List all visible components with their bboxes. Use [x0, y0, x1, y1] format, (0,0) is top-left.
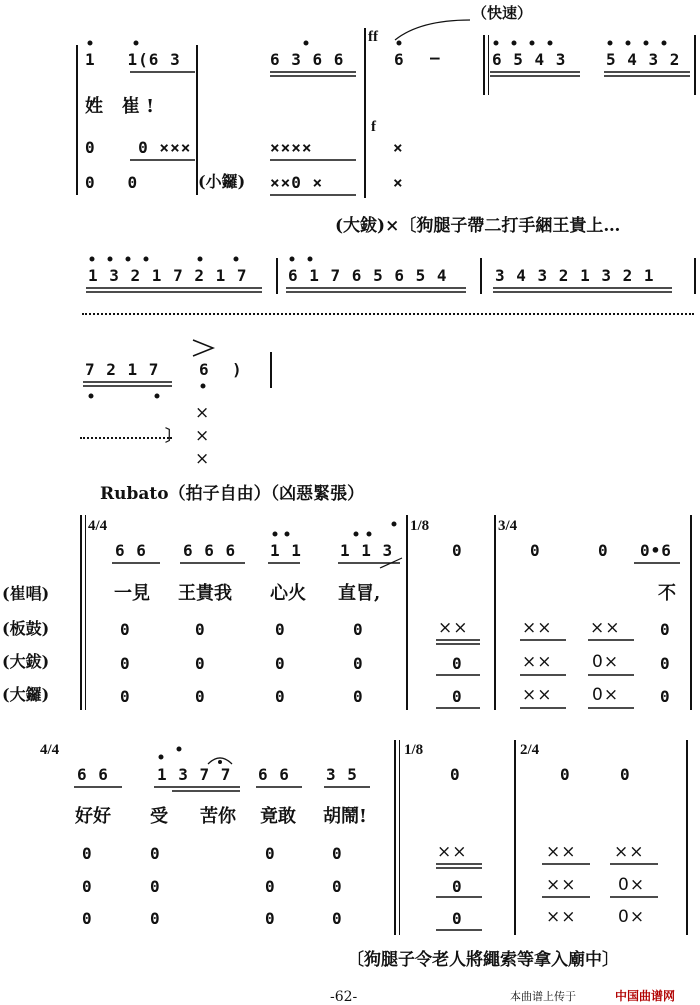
notes-m1: 1 1(6 3	[85, 50, 181, 69]
part-label-daluo: (大鑼)	[2, 685, 50, 704]
sec5-r3-4: 0	[332, 909, 343, 928]
sec5-note-2: 1 3 7 7	[157, 765, 232, 784]
bangu-5: ××	[438, 618, 469, 638]
sec4-ts2: 1/8	[410, 518, 430, 534]
bangu-3: 0	[275, 620, 286, 639]
lyric-row1: 姓 崔 !	[85, 96, 154, 117]
sec5-r3-2: 0	[150, 909, 161, 928]
page-number: -62-	[330, 989, 358, 1005]
notes-m4b: 5 4 3 2	[606, 50, 681, 69]
bangu-2: 0	[195, 620, 206, 639]
dabo-4: 0	[353, 654, 364, 673]
sec5-r2-4: 0	[332, 877, 343, 896]
sec5-r3-3: 0	[265, 909, 276, 928]
sec4-note-8: 0•6	[640, 541, 672, 560]
perc2-label: (小鑼)	[198, 172, 246, 191]
sec5-r1-7: ××	[614, 842, 645, 862]
dabo-8: 0	[660, 654, 671, 673]
row3-paren: )	[232, 360, 243, 379]
row3-bracket: 〕	[165, 426, 183, 445]
sec5-note-4: 3 5	[326, 765, 358, 784]
row2-m2: 6 1 7 6 5 6 5 4	[288, 266, 448, 285]
sec5-r3-5: 0	[452, 909, 463, 928]
part-label-cui: (崔唱)	[2, 584, 50, 603]
bangu-1: 0	[120, 620, 131, 639]
daluo-8: 0	[660, 687, 671, 706]
tempo-mark: （快速）	[472, 6, 533, 22]
sec4-lyric-3: 心火	[270, 583, 306, 604]
sec5-ts3: 2/4	[520, 742, 540, 758]
sec5-lyric-4: 竟敢	[260, 806, 296, 827]
sec5-lyric-5: 胡鬧!	[323, 806, 367, 827]
sec4-lyric-1: 一見	[114, 583, 150, 604]
row3-x1: ×	[195, 403, 211, 423]
sec5-lyric-1: 好好	[75, 806, 111, 827]
perc1-a: 0 0 ×××	[85, 138, 192, 157]
dabo-6: ××	[522, 652, 553, 672]
sec5-r1-6: ××	[546, 842, 577, 862]
sec5-r2-5: 0	[452, 877, 463, 896]
sec5-r2-7: 0×	[618, 875, 646, 895]
daluo-2: 0	[195, 687, 206, 706]
sec5-r3-1: 0	[82, 909, 93, 928]
part-label-bangu: (板鼓)	[2, 619, 50, 638]
sec4-note-2: 6 6 6	[183, 541, 237, 560]
sec5-ts2: 1/8	[404, 742, 424, 758]
sec5-ts1: 4/4	[40, 742, 60, 758]
notes-m4: 6 5 4 3	[492, 50, 567, 69]
part-label-dabo: (大鈸)	[2, 652, 50, 671]
sec5-r1-2: 0	[150, 844, 161, 863]
sec5-r1-4: 0	[332, 844, 343, 863]
notes-m3: 6	[394, 50, 405, 69]
daluo-5: 0	[452, 687, 463, 706]
bangu-8: 0	[660, 620, 671, 639]
sec5-r1-3: 0	[265, 844, 276, 863]
dynamic-f: f	[371, 119, 376, 135]
perc1-b: ××××	[270, 138, 313, 157]
sec4-ts1: 4/4	[88, 518, 108, 534]
sec4-note-1: 6 6	[115, 541, 147, 560]
dabo-1: 0	[120, 654, 131, 673]
perc2-a: 0 0	[85, 173, 139, 192]
sec5-note-1: 6 6	[77, 765, 109, 784]
notes-m3-dash: —	[430, 48, 441, 67]
dabo-7: 0×	[592, 652, 620, 672]
sec5-r2-3: 0	[265, 877, 276, 896]
bangu-4: 0	[353, 620, 364, 639]
sec4-lyric-4: 直冒,	[338, 583, 381, 604]
sec5-note-6: 0	[560, 765, 571, 784]
row3-note2: 6	[199, 360, 210, 379]
row3-x3: ×	[195, 449, 211, 469]
sec5-r1-5: ××	[437, 842, 468, 862]
perc1-c: ×	[393, 138, 404, 157]
dynamic-ff: ff	[368, 29, 378, 45]
row3-x2: ×	[195, 426, 211, 446]
dabo-2: 0	[195, 654, 206, 673]
sec4-note-5: 0	[452, 541, 463, 560]
sec5-r2-6: ××	[546, 875, 577, 895]
sec4-lyric-2: 王貴我	[178, 583, 232, 604]
sec4-note-6: 0	[530, 541, 541, 560]
sec5-r2-1: 0	[82, 877, 93, 896]
dabo-3: 0	[275, 654, 286, 673]
sec5-r2-2: 0	[150, 877, 161, 896]
sec5-r3-6: ××	[546, 907, 577, 927]
sec5-note-3: 6 6	[258, 765, 290, 784]
tempo-line: Rubato（拍子自由）（凶惡緊張）	[100, 484, 365, 504]
sec4-lyric-5: 不	[658, 583, 676, 604]
daluo-7: 0×	[592, 685, 620, 705]
perc2-b: ××0 ×	[270, 173, 324, 192]
footer-credit: 本曲谱上传于	[510, 990, 576, 1003]
sec4-ts3: 3/4	[498, 518, 518, 534]
daluo-4: 0	[353, 687, 364, 706]
sec4-note-7: 0	[598, 541, 609, 560]
sec5-note-7: 0	[620, 765, 631, 784]
sec4-note-3: 1 1	[270, 541, 302, 560]
sec5-lyric-2: 受	[150, 806, 168, 827]
stage-note-1: (大鈸)×〔狗腿子帶二打手綑王貴上…	[335, 216, 621, 236]
row2-m3: 3 4 3 2 1 3 2 1	[495, 266, 655, 285]
row3-notes: 7 2 1 7	[85, 360, 160, 379]
bangu-7: ××	[590, 618, 621, 638]
sec5-r1-1: 0	[82, 844, 93, 863]
daluo-3: 0	[275, 687, 286, 706]
stage-note-2: 〔狗腿子令老人將繩索等拿入廟中〕	[347, 950, 619, 970]
sec5-lyric-3: 苦你	[200, 806, 236, 827]
bangu-6: ××	[522, 618, 553, 638]
sec5-r3-7: 0×	[618, 907, 646, 927]
daluo-6: ××	[522, 685, 553, 705]
sec4-note-4: 1 1 3	[340, 541, 394, 560]
perc2-c: ×	[393, 173, 404, 192]
notes-m2: 6 3 6 6	[270, 50, 345, 69]
dabo-5: 0	[452, 654, 463, 673]
sec5-note-5: 0	[450, 765, 461, 784]
daluo-1: 0	[120, 687, 131, 706]
footer-logo: 中国曲谱网	[615, 989, 676, 1003]
row2-m1: 1 3 2 1 7 2 1 7	[88, 266, 248, 285]
